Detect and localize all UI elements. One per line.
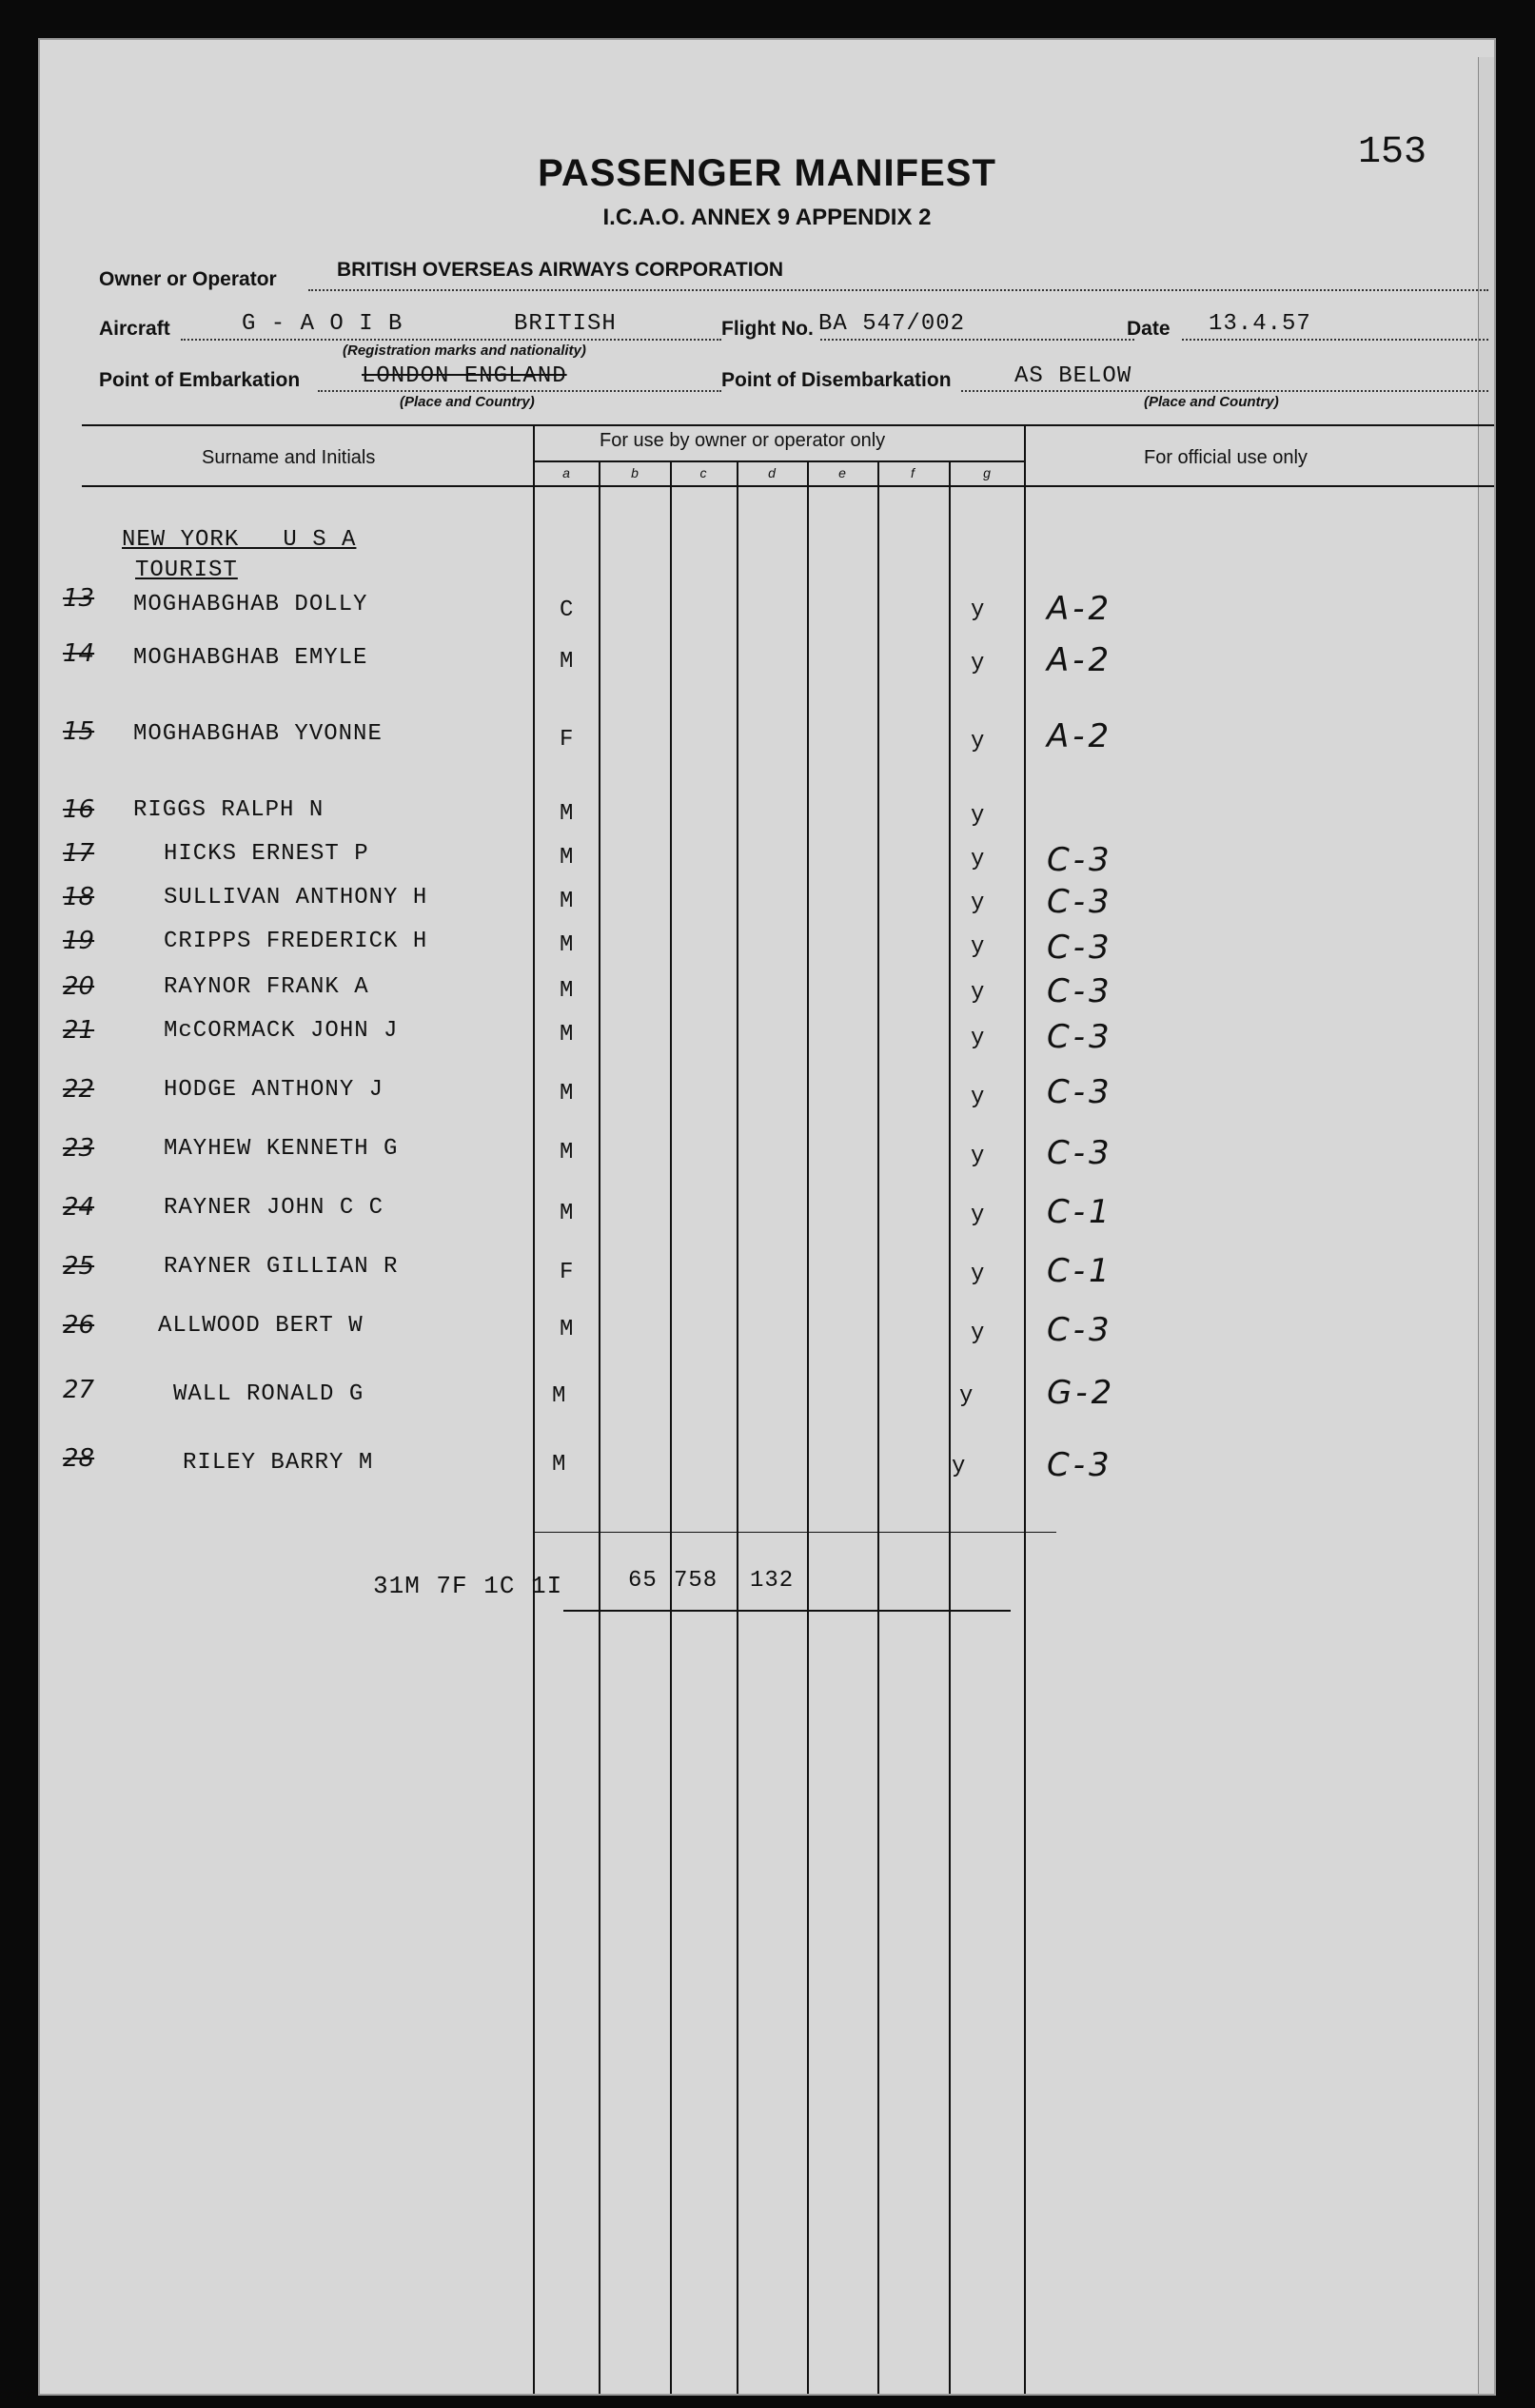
table-top-rule <box>82 424 1494 426</box>
passenger-name: CRIPPS FREDERICK H <box>164 929 428 954</box>
row-number: 20 <box>63 972 95 1001</box>
col-a-code: M <box>560 649 575 675</box>
manifest-sheet <box>38 38 1496 2396</box>
totals-summary: 31M 7F 1C 1I <box>373 1572 563 1600</box>
totals-d: 132 <box>750 1568 795 1594</box>
official-mark: C-3 <box>1047 972 1113 1010</box>
embark-dots <box>318 390 721 392</box>
row-number: 18 <box>63 883 95 911</box>
official-mark: C-3 <box>1047 883 1113 921</box>
passenger-name: SULLIVAN ANTHONY H <box>164 885 428 910</box>
col-g-code: y <box>959 1383 974 1409</box>
col-a-code: M <box>560 1022 575 1047</box>
official-mark: C-3 <box>1047 1446 1113 1484</box>
col-a-code: M <box>560 801 575 827</box>
disembark-label: Point of Disembarkation <box>721 369 952 391</box>
page-title: PASSENGER MANIFEST <box>538 152 996 194</box>
row-number: 17 <box>63 839 95 868</box>
row-number: 23 <box>63 1134 95 1163</box>
date-dots <box>1182 339 1488 341</box>
col-g-code: y <box>971 651 986 676</box>
page-edge <box>1478 57 1494 2394</box>
date-value: 13.4.57 <box>1209 311 1311 337</box>
passenger-name: MOGHABGHAB EMYLE <box>133 645 368 671</box>
col-line-b <box>599 460 600 2394</box>
row-number: 21 <box>63 1016 95 1045</box>
col-a-code: M <box>560 1140 575 1165</box>
passenger-name: RAYNER GILLIAN R <box>164 1254 399 1280</box>
page-number: 153 <box>1358 131 1427 174</box>
col-g-code: y <box>971 980 986 1006</box>
col-g-code: y <box>971 597 986 623</box>
owner-label: Owner or Operator <box>99 268 277 290</box>
col-g-code: y <box>971 891 986 916</box>
col-g-code: y <box>971 1262 986 1287</box>
col-a-code: F <box>560 727 575 753</box>
row-number: 13 <box>63 584 95 613</box>
col-a-code: M <box>560 932 575 958</box>
sub-col-e: e <box>838 465 846 480</box>
owner-dots <box>308 289 1488 291</box>
col-line-official <box>1024 424 1026 2394</box>
official-mark: C-3 <box>1047 841 1113 879</box>
aircraft-note: (Registration marks and nationality) <box>343 343 586 359</box>
col-g-code: y <box>971 934 986 960</box>
totals-b: 65 <box>628 1568 658 1594</box>
passenger-name: ALLWOOD BERT W <box>158 1313 364 1339</box>
official-mark: A-2 <box>1047 590 1113 628</box>
embark-label: Point of Embarkation <box>99 369 301 391</box>
sub-col-g: g <box>983 465 991 480</box>
col-line-e <box>807 460 809 2394</box>
row-number: 14 <box>63 639 95 668</box>
sub-col-d: d <box>768 465 776 480</box>
col-line-g <box>949 460 951 2394</box>
col-surname-header: Surname and Initials <box>202 447 376 468</box>
official-mark: C-1 <box>1047 1252 1113 1290</box>
row-number: 16 <box>63 795 95 824</box>
aircraft-nationality: BRITISH <box>514 311 617 337</box>
col-g-code: y <box>971 1144 986 1169</box>
row-number: 26 <box>63 1311 95 1340</box>
table-header-rule <box>82 485 1494 487</box>
col-a-code: M <box>560 978 575 1004</box>
flight-label: Flight No. <box>721 318 814 340</box>
passenger-name: HODGE ANTHONY J <box>164 1077 384 1103</box>
row-number: 25 <box>63 1252 95 1281</box>
col-a-code: C <box>560 597 575 623</box>
official-mark: A-2 <box>1047 641 1113 679</box>
official-mark: C-3 <box>1047 1073 1113 1111</box>
disembark-value: AS BELOW <box>1014 363 1132 389</box>
col-g-code: y <box>971 729 986 754</box>
row-number: 28 <box>63 1444 95 1473</box>
col-g-code: y <box>952 1454 967 1479</box>
passenger-name: MOGHABGHAB DOLLY <box>133 592 368 617</box>
official-mark: C-3 <box>1047 1134 1113 1172</box>
flight-value: BA 547/002 <box>818 311 966 337</box>
official-mark: C-1 <box>1047 1193 1113 1231</box>
col-g-code: y <box>971 803 986 829</box>
col-g-code: y <box>971 847 986 872</box>
official-mark: G-2 <box>1047 1374 1116 1412</box>
totals-bottom-rule <box>563 1610 1011 1612</box>
col-a-code: M <box>560 1317 575 1342</box>
class-heading: TOURIST <box>135 558 238 583</box>
col-g-code: y <box>971 1321 986 1346</box>
col-line-c <box>670 460 672 2394</box>
aircraft-dots <box>181 339 721 341</box>
col-a-code: M <box>560 889 575 914</box>
col-g-code: y <box>971 1026 986 1051</box>
passenger-name: RAYNER JOHN C C <box>164 1195 384 1221</box>
embark-note: (Place and Country) <box>400 394 535 410</box>
row-number: 15 <box>63 717 95 746</box>
col-official-header: For official use only <box>1144 447 1308 468</box>
aircraft-label: Aircraft <box>99 318 170 340</box>
passenger-name: RIGGS RALPH N <box>133 797 325 823</box>
passenger-name: RAYNOR FRANK A <box>164 974 369 1000</box>
row-number: 27 <box>63 1376 95 1404</box>
col-owner-use-header: For use by owner or operator only <box>600 430 886 451</box>
col-g-code: y <box>971 1085 986 1110</box>
col-line-f <box>877 460 879 2394</box>
col-a-code: F <box>560 1260 575 1285</box>
col-a-code: M <box>552 1383 567 1409</box>
totals-c: 758 <box>674 1568 718 1594</box>
official-mark: C-3 <box>1047 1018 1113 1056</box>
passenger-name: HICKS ERNEST P <box>164 841 369 867</box>
passenger-name: MAYHEW KENNETH G <box>164 1136 399 1162</box>
aircraft-value: G - A O I B <box>242 311 403 337</box>
col-line-a <box>533 424 535 2394</box>
row-number: 22 <box>63 1075 95 1104</box>
col-line-d <box>737 460 738 2394</box>
passenger-name: RILEY BARRY M <box>183 1450 374 1476</box>
passenger-name: McCORMACK JOHN J <box>164 1018 399 1044</box>
col-g-code: y <box>971 1203 986 1228</box>
col-a-code: M <box>560 845 575 871</box>
flight-dots <box>820 339 1134 341</box>
row-number: 24 <box>63 1193 95 1222</box>
official-mark: C-3 <box>1047 1311 1113 1349</box>
sub-col-c: c <box>699 465 707 480</box>
passenger-name: MOGHABGHAB YVONNE <box>133 721 383 747</box>
col-a-code: M <box>560 1081 575 1106</box>
sub-col-a: a <box>562 465 570 480</box>
col-a-code: M <box>560 1201 575 1226</box>
official-mark: A-2 <box>1047 717 1113 755</box>
page-subtitle: I.C.A.O. ANNEX 9 APPENDIX 2 <box>602 205 932 230</box>
col-a-code: M <box>552 1452 567 1478</box>
passenger-name: WALL RONALD G <box>173 1381 364 1407</box>
date-label: Date <box>1127 318 1171 340</box>
disembark-note: (Place and Country) <box>1144 394 1279 410</box>
destination-heading: NEW YORK U S A <box>122 527 357 553</box>
official-mark: C-3 <box>1047 929 1113 967</box>
sub-col-b: b <box>631 465 639 480</box>
sub-col-f: f <box>911 465 915 480</box>
owner-value: BRITISH OVERSEAS AIRWAYS CORPORATION <box>337 259 784 281</box>
totals-top-rule <box>533 1532 1056 1533</box>
row-number: 19 <box>63 927 95 955</box>
disembark-dots <box>961 390 1488 392</box>
embark-value: LONDON ENGLAND <box>362 363 567 389</box>
